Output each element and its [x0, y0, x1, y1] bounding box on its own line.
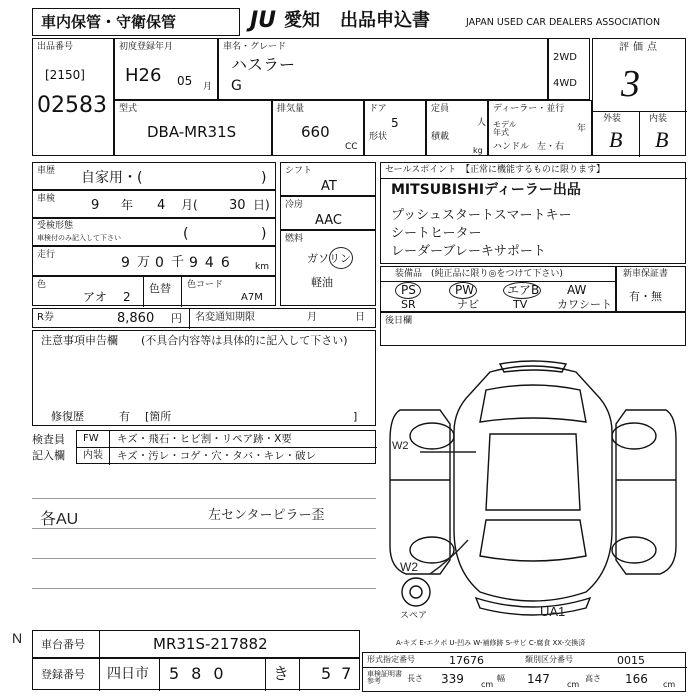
spare-tire-hub [410, 586, 422, 598]
shift-label: シフト [285, 166, 313, 176]
warranty-options: 有・無 [629, 290, 662, 303]
repair-close: ] [353, 410, 358, 423]
plate-city: 四日市 [107, 666, 149, 682]
color-value: アオ [83, 290, 107, 304]
chassis-value: MR31S-217882 [153, 635, 268, 653]
equip-ps-circle [395, 282, 421, 299]
interior-grade: B [655, 127, 669, 152]
drive-4wd: 4WD [553, 78, 577, 89]
dealer-label: ディーラー・並行 [493, 104, 565, 114]
specs-width: 147 [527, 672, 550, 686]
transfer-label: 受検形態 [37, 221, 74, 231]
load-label: 積載 [431, 132, 450, 142]
shift-box [280, 162, 376, 196]
org-english: JAPAN USED CAR DEALERS ASSOCIATION [466, 17, 661, 28]
specs-height-unit: cm [663, 680, 676, 689]
chassis-label: 車台番号 [41, 638, 85, 651]
org-name: 愛知 [284, 10, 320, 31]
shape-label: 形状 [369, 132, 388, 142]
fuel-diesel: 軽油 [311, 276, 333, 289]
displacement-unit: CC [345, 142, 358, 152]
inspector-col-divider [109, 431, 110, 465]
recycle-amount: 8,860 [117, 311, 155, 326]
inspection-month-unit: 月( [181, 198, 198, 212]
mileage-man-unit: 万 [137, 255, 151, 270]
inspector-row-divider [77, 447, 377, 448]
car-hood [480, 385, 586, 422]
transfer-open: ( [183, 226, 189, 242]
form-title: 出品申込書 [340, 10, 430, 31]
car-top-outline [454, 366, 612, 601]
ruled-line-1 [32, 498, 376, 499]
vehicle-name-box [218, 38, 548, 100]
recycle-divider [189, 309, 190, 329]
warranty-label: 新車保証書 [623, 269, 669, 279]
repair-value: 有 [119, 410, 130, 423]
displacement-box [272, 100, 364, 156]
sales-divider [381, 178, 687, 179]
recycle-label: R券 [37, 312, 54, 323]
color-code-label: 色コード [187, 280, 224, 290]
registration-era-year: H26 [125, 65, 162, 86]
mileage-box [32, 246, 276, 276]
load-unit: kg [473, 146, 483, 155]
plate-number: 57 [321, 664, 362, 683]
equip-airbag-circle [503, 282, 541, 299]
inspection-month: 4 [157, 198, 166, 213]
fuel-gasoline: ガソリン [307, 252, 351, 265]
plate-box [32, 658, 360, 690]
equip-leather: カワシート [557, 298, 612, 311]
model-year-unit: 年 [577, 124, 587, 134]
color-divider-2 [181, 277, 182, 307]
tire-front-right [612, 423, 656, 449]
lot-box [32, 38, 114, 156]
exterior-grade: B [609, 127, 623, 152]
specs-box [362, 652, 686, 692]
vehicle-name: ハスラー [231, 55, 296, 74]
inspector-label-1: 検査員 [32, 433, 65, 446]
handwritten-note-2: 左センターピラー歪 [208, 507, 325, 522]
score-value: 3 [621, 63, 640, 105]
equip-sr: SR [401, 298, 416, 311]
doors-value: 5 [391, 116, 399, 130]
repaint-label: 色替 [149, 282, 171, 295]
specs-length: 339 [441, 672, 464, 686]
capacity-box [426, 100, 488, 156]
car-diagram [380, 360, 686, 624]
specs-width-unit: cm [567, 680, 580, 689]
inspection-day-unit: 日) [253, 198, 270, 212]
ruled-line-4 [32, 588, 376, 589]
plate-divider-1 [99, 659, 100, 691]
deadline-day-unit: 日 [355, 312, 365, 323]
after-notes-label: 後日欄 [385, 316, 413, 326]
repair-bracket: [箇所 [145, 410, 172, 423]
mileage-sen: 0 [155, 255, 164, 271]
tire-front-left [410, 423, 454, 449]
inspection-year: 9 [91, 198, 100, 213]
specs-length-label: 長さ [407, 674, 423, 683]
history-value: 自家用・( [81, 170, 143, 186]
inspector-row1: キズ・飛石・ヒビ割・リペア跡・X要 [117, 433, 292, 445]
storage-label: 車内保管・守衛保管 [41, 13, 177, 31]
color-number: 2 [123, 290, 131, 304]
inspection-box [32, 190, 276, 218]
sales-point-1: MITSUBISHIディーラー出品 [391, 182, 581, 198]
inspector-box [76, 430, 376, 464]
capacity-unit: 人 [477, 118, 487, 128]
inspector-row2-label: 内装 [83, 450, 103, 461]
inspection-label: 車検 [37, 194, 56, 204]
ju-logo: JU [250, 8, 277, 33]
exterior-label: 外装 [603, 114, 622, 124]
tire-rear-right [612, 537, 656, 563]
score-label: 評価点 [619, 42, 661, 53]
transfer-close: ) [261, 226, 267, 242]
mileage-man: 9 [121, 255, 130, 271]
car-rear-window [480, 520, 586, 561]
car-roof [486, 434, 580, 510]
score-box [592, 38, 686, 156]
registration-label: 初度登録年月 [119, 42, 174, 52]
storage-label-box [32, 8, 240, 36]
deadline-label: 名変通知期限 [195, 312, 255, 323]
mark-u1: UA1 [540, 604, 566, 619]
equip-pw: PW [455, 283, 475, 297]
handwritten-note-1: 各AU [40, 511, 79, 528]
plate-kana: き [273, 664, 290, 683]
ruled-line-3 [32, 558, 376, 559]
ruled-line-2 [32, 528, 376, 529]
plate-divider-2 [159, 659, 160, 691]
lot-label: 出品番号 [37, 42, 74, 52]
score-mid-divider [639, 111, 640, 157]
plate-divider-4 [299, 659, 300, 691]
aircon-box [280, 196, 376, 230]
color-divider-1 [143, 277, 144, 307]
model-year-label: モデル年式 [493, 120, 517, 137]
deadline-month-unit: 月 [307, 312, 317, 323]
fuel-circle-mark [329, 247, 353, 269]
registration-month: 05 [177, 74, 193, 88]
color-box [32, 276, 276, 306]
inspector-label-2: 記入欄 [32, 449, 65, 462]
mark-w2-side: W2 [400, 560, 418, 574]
fuel-label: 燃料 [285, 234, 304, 244]
plate-divider-3 [265, 659, 266, 691]
notes-label: 注意事項申告欄 [41, 334, 118, 347]
vehicle-name-label: 車名・グレード [223, 42, 287, 52]
equip-ps: PS [401, 283, 416, 297]
recycle-box [32, 308, 376, 328]
mileage-rest: 946 [189, 255, 237, 271]
specs-doc-label: 車検証明書参考 [367, 670, 402, 685]
drive-box [548, 38, 590, 100]
lot-sub-number: [2150] [45, 68, 85, 82]
model-value: DBA-MR31S [147, 123, 237, 141]
inspector-row2: キズ・汚レ・コゲ・穴・タバ・キレ・破レ [117, 450, 317, 462]
notes-box [32, 330, 376, 426]
specs-model-label: 形式指定番号 [367, 655, 415, 664]
sales-points-box [380, 162, 686, 264]
equip-aw: AW [567, 283, 587, 297]
history-label: 車歴 [37, 166, 56, 176]
capacity-label: 定員 [431, 104, 450, 114]
inspector-row1-label: FW [83, 433, 99, 444]
lot-number: 02583 [37, 93, 107, 118]
transfer-box [32, 218, 276, 246]
dealer-box [488, 100, 592, 156]
equipment-note: (純正品に限り◎をつけて下さい) [431, 269, 563, 279]
color-label: 色 [37, 280, 47, 290]
doors-box [364, 100, 426, 156]
chassis-box [32, 630, 360, 658]
spare-label: スペア [400, 611, 428, 621]
side-right-panel [616, 410, 676, 574]
spare-tire [402, 578, 430, 606]
history-box [32, 162, 276, 190]
equip-airbag: エアB [507, 283, 540, 297]
specs-model-value: 17676 [449, 654, 484, 667]
sales-points-label: セールスポイント [385, 165, 457, 175]
model-label: 型式 [119, 104, 138, 114]
doors-label: ドア [369, 104, 387, 114]
equip-navi: ナビ [457, 298, 479, 311]
mark-w2-top: W2 [392, 440, 409, 452]
vehicle-grade: G [231, 78, 242, 94]
history-close: ) [261, 170, 267, 186]
chassis-divider [99, 631, 100, 659]
steering-label: ハンドル [493, 142, 530, 152]
interior-label: 内装 [649, 114, 668, 124]
inspection-year-unit: 年 [121, 198, 134, 212]
transfer-note: 車検付のみ記入して下さい [37, 234, 121, 242]
displacement-label: 排気量 [277, 104, 305, 114]
color-code: A7M [241, 292, 263, 303]
inspection-day: 30 [229, 198, 246, 213]
steering-options: 左・右 [537, 142, 565, 152]
damage-legend: A-キズ E-エクボ U-凹み W-補修跡 S-サビ C-腐食 XX-交換済 [396, 639, 586, 647]
sales-point-2: プッシュスタートスマートキー [391, 208, 572, 223]
mileage-label: 走行 [37, 250, 56, 260]
mileage-unit: km [255, 262, 269, 272]
specs-category-value: 0015 [617, 654, 645, 667]
shift-value: AT [321, 179, 337, 194]
side-left-panel [390, 410, 450, 574]
after-notes-box [380, 312, 686, 346]
aircon-value: AAC [315, 213, 342, 228]
equip-pw-circle [449, 282, 477, 299]
equip-tv: TV [513, 298, 528, 311]
specs-length-unit: cm [481, 680, 494, 689]
sales-point-4: レーダーブレーキサポート [391, 244, 546, 259]
registration-month-unit: 月 [203, 82, 213, 92]
aircon-label: 冷房 [285, 200, 304, 210]
equipment-label: 装備品 [395, 269, 423, 279]
margin-mark: N [12, 630, 23, 646]
equipment-box [380, 266, 616, 312]
specs-height: 166 [625, 672, 648, 686]
specs-row-divider [363, 667, 687, 668]
mileage-sen-unit: 千 [171, 255, 185, 270]
specs-category-label: 類別区分番号 [525, 655, 573, 664]
displacement-value: 660 [301, 123, 330, 141]
repair-label: 修復歴 [51, 410, 84, 423]
registration-box [114, 38, 218, 100]
fuel-box [280, 230, 376, 306]
sales-points-note: 【正常に機能するものに限ります】 [461, 165, 606, 175]
warranty-box [616, 266, 686, 312]
recycle-unit: 円 [171, 312, 182, 325]
plate-label: 登録番号 [41, 668, 85, 681]
specs-height-label: 高さ [585, 674, 601, 683]
drive-2wd: 2WD [553, 52, 577, 63]
specs-width-label: 幅 [497, 674, 505, 683]
sales-point-3: シートヒーター [391, 226, 482, 241]
model-box [114, 100, 272, 156]
plate-class: 580 [169, 664, 236, 683]
notes-instruction: (不具合内容等は具体的に記入して下さい) [141, 334, 348, 347]
